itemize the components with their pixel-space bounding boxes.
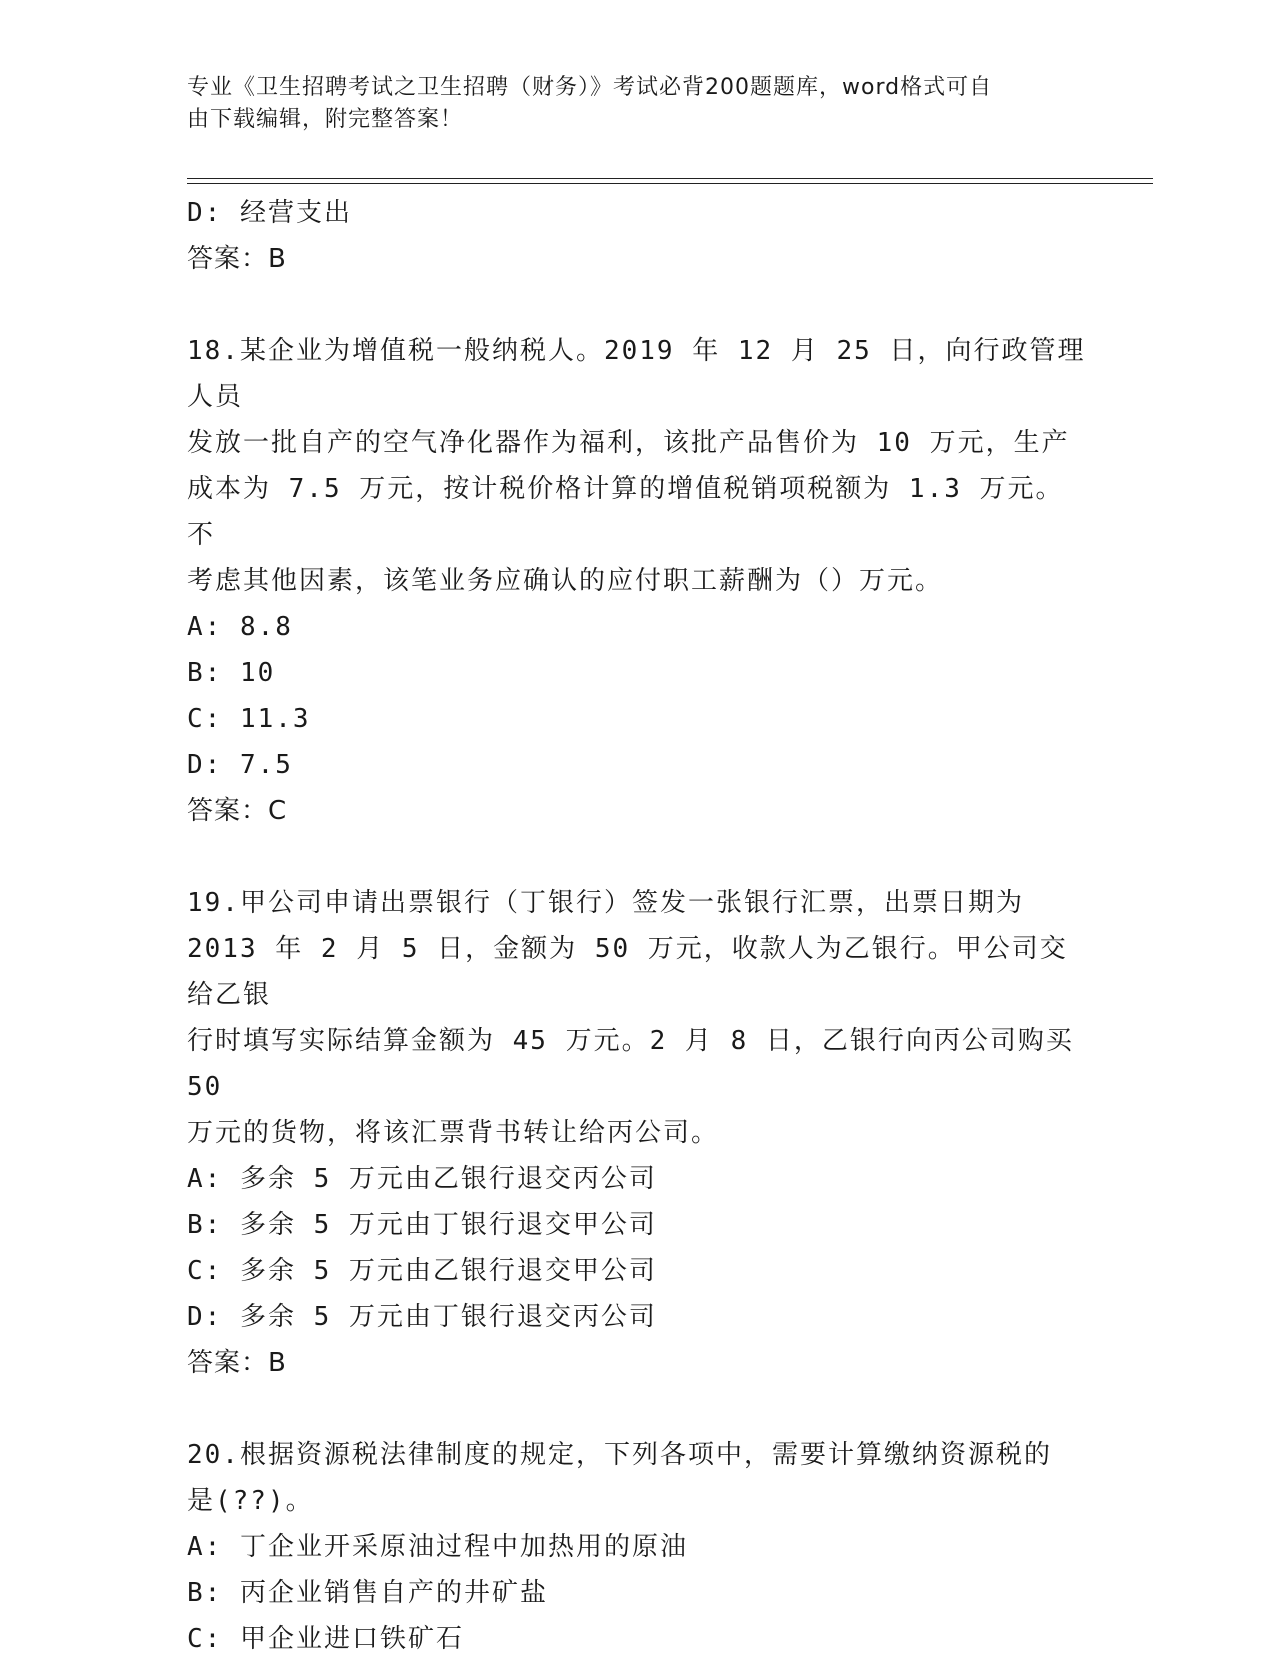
q18-stem-line: 考虑其他因素，该笔业务应确认的应付职工薪酬为（）万元。 [187, 566, 944, 596]
q19-stem-line: 行时填写实际结算金额为 45 万元。2 月 8 日，乙银行向丙公司购买 50 [187, 1026, 1092, 1102]
document-header [187, 72, 1067, 136]
q19-option-c: C: 多余 5 万元由乙银行退交甲公司 [187, 1256, 657, 1286]
q18-answer: 答案：C [187, 796, 288, 826]
q18-option-d: D: 7.5 [187, 750, 293, 780]
spacer [187, 834, 1087, 880]
header-divider-top [187, 178, 1153, 179]
spacer [187, 282, 1087, 328]
header-line-2: 由下载编辑，附完整答案！ [187, 107, 464, 132]
q17-option-d: D: 经营支出 [187, 198, 352, 228]
header-divider-bottom [187, 183, 1153, 184]
q18-stem-line: 发放一批自产的空气净化器作为福利，该批产品售价为 10 万元，生产 [187, 428, 1070, 458]
spacer [187, 1386, 1087, 1432]
q19-option-a: A: 多余 5 万元由乙银行退交丙公司 [187, 1164, 657, 1194]
question-17-tail [187, 190, 1087, 282]
q20-stem-line: 是(??)。 [187, 1486, 314, 1516]
question-18 [187, 328, 1087, 834]
question-19 [187, 880, 1092, 1386]
q19-stem-line: 万元的货物，将该汇票背书转让给丙公司。 [187, 1118, 720, 1148]
q20-stem-line: 20.根据资源税法律制度的规定，下列各项中，需要计算缴纳资源税的 [187, 1440, 1052, 1470]
q19-option-d: D: 多余 5 万元由丁银行退交丙公司 [187, 1302, 657, 1332]
q19-option-b: B: 多余 5 万元由丁银行退交甲公司 [187, 1210, 657, 1240]
q19-stem-line: 19.甲公司申请出票银行（丁银行）签发一张银行汇票，出票日期为 [187, 888, 1024, 918]
header-line-1: 专业《卫生招聘考试之卫生招聘（财务）》考试必背200题题库，word格式可自 [187, 75, 993, 100]
q18-stem-line: 成本为 7.5 万元，按计税价格计算的增值税销项税额为 1.3 万元。不 [187, 474, 1064, 550]
q20-option-a: A: 丁企业开采原油过程中加热用的原油 [187, 1532, 688, 1562]
q18-option-b: B: 10 [187, 658, 276, 688]
q18-option-a: A: 8.8 [187, 612, 293, 642]
q19-stem-line: 2013 年 2 月 5 日，金额为 50 万元，收款人为乙银行。甲公司交给乙银 [187, 934, 1068, 1010]
q17-answer: 答案：B [187, 244, 287, 274]
document-body [187, 190, 1092, 1662]
q18-stem-line: 18.某企业为增值税一般纳税人。2019 年 12 月 25 日，向行政管理人员 [187, 336, 1086, 412]
q19-answer: 答案：B [187, 1348, 287, 1378]
question-20 [187, 1432, 1087, 1662]
q20-option-b: B: 丙企业销售自产的井矿盐 [187, 1578, 548, 1608]
q20-option-c: C: 甲企业进口铁矿石 [187, 1624, 464, 1654]
q18-option-c: C: 11.3 [187, 704, 311, 734]
